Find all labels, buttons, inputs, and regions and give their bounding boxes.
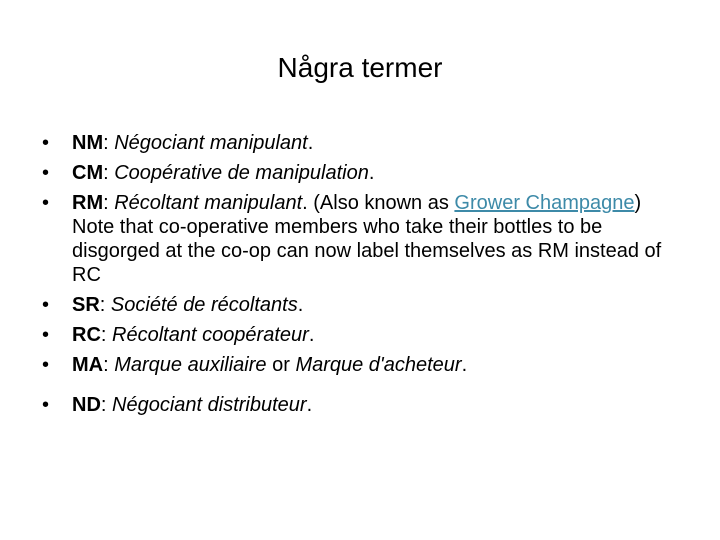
term-abbreviation: RC bbox=[72, 324, 101, 346]
term-separator: : bbox=[99, 294, 111, 316]
slide-title: Några termer bbox=[277, 52, 443, 83]
list-item bbox=[42, 293, 682, 317]
term-definition: Récoltant manipulant bbox=[114, 192, 303, 214]
term-end: . bbox=[368, 162, 375, 184]
bullet-icon: • bbox=[42, 324, 50, 346]
term-definition: Récoltant coopérateur bbox=[112, 324, 309, 346]
term-definition: Négociant distributeur bbox=[112, 394, 307, 416]
bullet-icon: • bbox=[42, 354, 50, 376]
list-item bbox=[42, 323, 682, 347]
list-item bbox=[42, 161, 682, 185]
list-item bbox=[42, 393, 682, 417]
term-definition-alt: Marque d'acheteur bbox=[295, 354, 462, 376]
note-after-link: ) Note that co-operative members who take their bottles to be disgorged at the co-op can now label themselves as RM instead of RC bbox=[72, 192, 662, 286]
bullet-icon: • bbox=[42, 192, 50, 214]
term-abbreviation: RM bbox=[72, 192, 104, 214]
bullet-icon: • bbox=[42, 394, 50, 416]
term-separator: : bbox=[103, 192, 115, 214]
bullet-icon: • bbox=[42, 162, 50, 184]
grower-champagne-link[interactable]: Grower Champagne bbox=[454, 192, 635, 214]
term-definition: Marque auxiliaire bbox=[114, 354, 267, 376]
term-definition: Coopérative de manipulation bbox=[114, 162, 369, 184]
term-separator: : bbox=[103, 132, 115, 154]
term-definition: Société de récoltants bbox=[110, 294, 298, 316]
term-separator: : bbox=[103, 354, 115, 376]
list-item bbox=[42, 353, 682, 377]
term-end: . bbox=[461, 354, 468, 376]
term-end: . bbox=[306, 394, 313, 416]
term-end: . bbox=[297, 294, 304, 316]
term-abbreviation: ND bbox=[72, 394, 101, 416]
term-separator: : bbox=[103, 162, 115, 184]
term-definition: Négociant manipulant bbox=[114, 132, 308, 154]
term-end: . bbox=[308, 324, 315, 346]
term-separator: : bbox=[100, 324, 113, 346]
term-end: . bbox=[302, 192, 308, 214]
term-separator: : bbox=[100, 394, 113, 416]
term-connector: or bbox=[266, 354, 296, 376]
bullet-icon: • bbox=[42, 294, 50, 316]
term-end: . bbox=[307, 132, 314, 154]
list-item bbox=[42, 131, 682, 155]
terms-list bbox=[42, 131, 682, 423]
term-abbreviation: SR bbox=[72, 294, 100, 316]
bullet-icon: • bbox=[42, 132, 50, 154]
term-abbreviation: MA bbox=[72, 354, 104, 376]
term-abbreviation: CM bbox=[72, 162, 104, 184]
term-abbreviation: NM bbox=[72, 132, 104, 154]
list-item bbox=[42, 191, 682, 287]
note-before-link: (Also known as bbox=[307, 192, 455, 214]
